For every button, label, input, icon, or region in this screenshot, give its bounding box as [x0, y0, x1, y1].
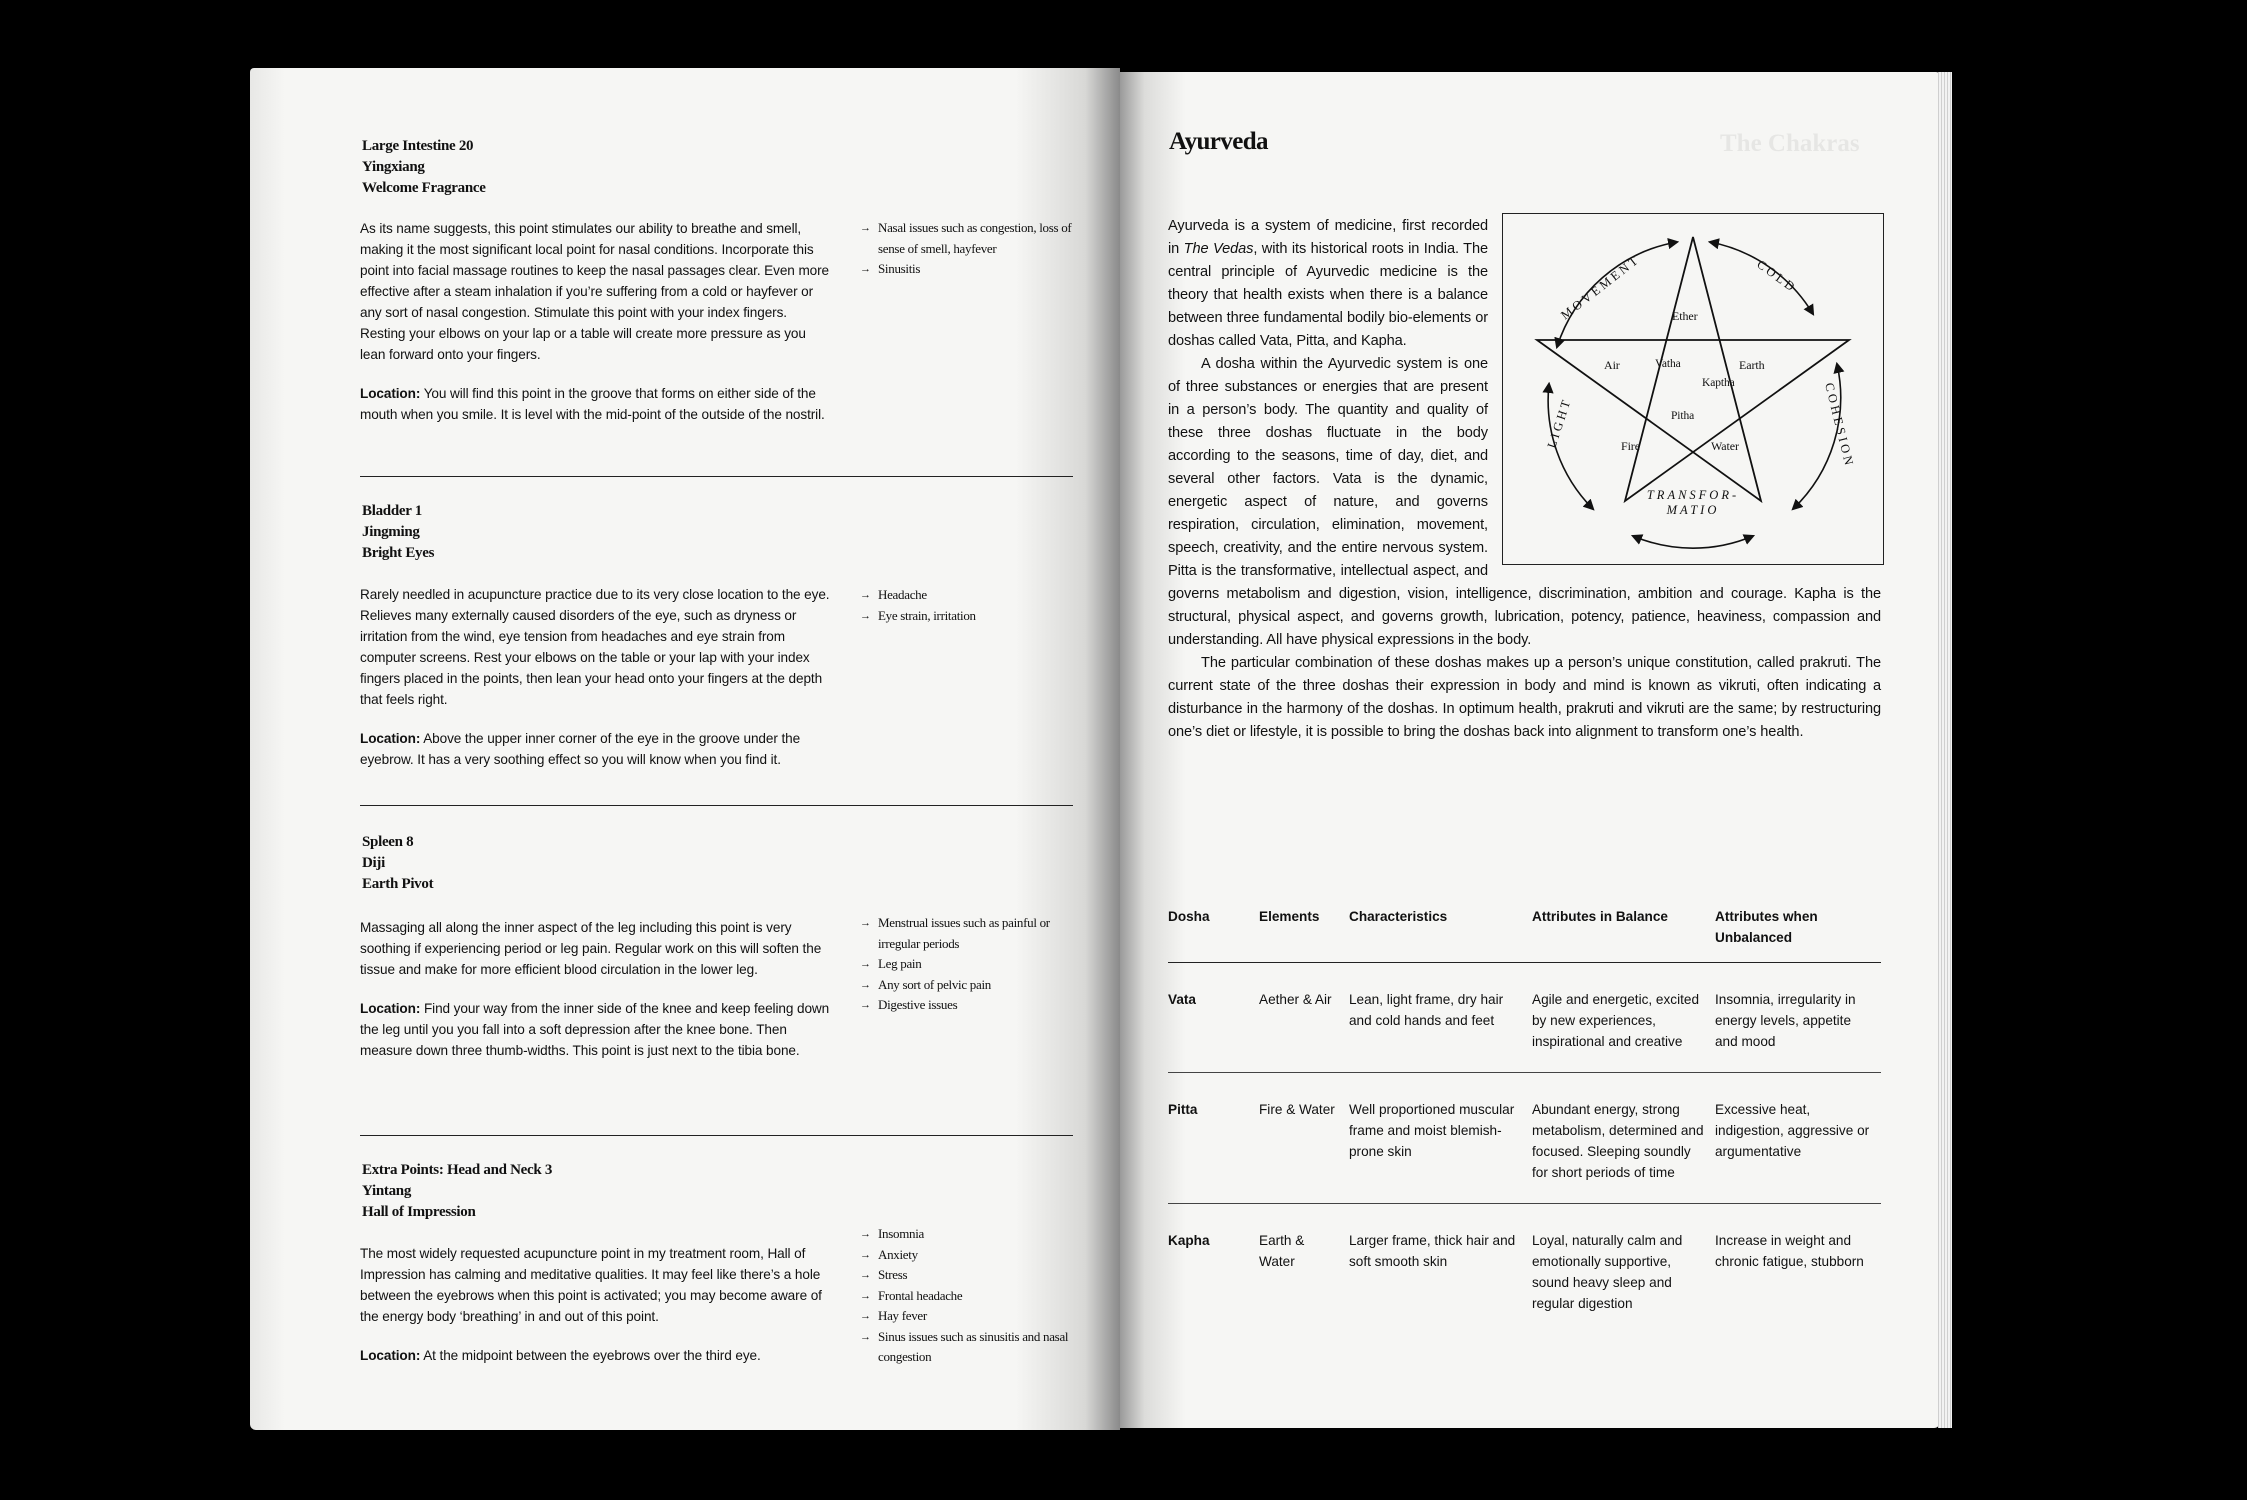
- section-divider: [360, 805, 1073, 806]
- label-earth: Earth: [1739, 358, 1765, 372]
- symptom-item: → Nasal issues such as congestion, loss of sense of smell, hayfever: [860, 218, 1090, 259]
- symptom-item: → Frontal headache: [860, 1286, 1090, 1307]
- label-water: Water: [1711, 439, 1739, 453]
- table-cell: Kapha: [1168, 1233, 1210, 1248]
- symptom-item: → Sinus issues such as sinusitis and nasal congestion: [860, 1327, 1090, 1368]
- table-row-vata: [1168, 963, 1881, 1073]
- symptom-list: [860, 585, 1090, 626]
- arc-movement: [1557, 242, 1677, 347]
- point-description: Massaging all along the inner aspect of the leg including this point is very soothing if experiencing period or leg pain. Regular work on this will soften the tissue and make for more efficient blood circulation in the lower leg.: [360, 920, 822, 977]
- column-header: Attributes when Unbalanced: [1715, 906, 1881, 963]
- point-number: Extra Points: Head and Neck 3: [362, 1162, 553, 1178]
- table-row-kapha: [1168, 1204, 1881, 1335]
- paragraph-3: The particular combination of these doshas makes up a person’s unique constitution, called prakruti. The current state of the three doshas their expression in body and mind is known as vikruti, often indicating a disturbance in the harmony of the doshas. In optimum health, prakruti and vikruti are the same; by restructuring one’s diet or lifestyle, it is possible to bring the doshas back into alignment to transform one’s health.: [1168, 655, 1881, 740]
- dosha-pentagram-diagram: [1502, 213, 1884, 565]
- column-header: Characteristics: [1349, 906, 1532, 963]
- label-movement: MOVEMENT: [1558, 252, 1643, 323]
- table-cell: Vata: [1168, 963, 1259, 1073]
- point-number: Bladder 1: [362, 503, 422, 519]
- symptom-item: → Hay fever: [860, 1306, 1090, 1327]
- table-row-pitta: [1168, 1073, 1881, 1204]
- point-number: Large Intestine 20: [362, 138, 474, 154]
- point-body-large-intestine-20: [360, 218, 830, 443]
- symptom-item: → Menstrual issues such as painful or irregular periods: [860, 913, 1090, 954]
- table-cell: Fire & Water: [1259, 1073, 1349, 1204]
- point-location: Location: You will find this point in the groove that forms on either side of the mouth when you smile. It is level with the mid-point of the outside of the nostril.: [360, 386, 825, 422]
- table-cell: Earth & Water: [1259, 1233, 1305, 1269]
- point-body-spleen-8: [360, 917, 830, 1079]
- symptom-item: → Eye strain, irritation: [860, 606, 1090, 627]
- label-transformation-2: MATIO: [1666, 503, 1720, 517]
- book-page-edges: [1938, 72, 1952, 1428]
- point-description: Rarely needled in acupuncture practice due to its very close location to the eye. Relieves many externally caused disorders of the eye, such as dryness or irritation from the wind, eye tension from headaches and eye strain from computer screens. Rest your elbows on the table or your lap with your index fingers placed in the points, then lean your head onto your fingers at the depth that feels right.: [360, 587, 830, 707]
- point-description: As its name suggests, this point stimulates our ability to breathe and smell, making it the most significant local point for nasal conditions. Incorporate this point into facial massage routines to keep the nasal passages clear. Even more effective after a steam inhalation if you’re suffering from a cold or hayfever or any sort of nasal congestion. Stimulate this point with your index fingers. Resting your elbows on your lap or a table will create more pressure as you lean forward onto your fingers.: [360, 221, 830, 362]
- point-english-name: Earth Pivot: [362, 876, 434, 892]
- point-body-bladder-1: [360, 584, 830, 788]
- point-header-large-intestine-20: [362, 136, 486, 199]
- table-cell: Lean, light frame, dry hair and cold hands and feet: [1349, 963, 1532, 1073]
- pentagram-star: [1537, 237, 1849, 501]
- table-cell: Insomnia, irregularity in energy levels, appetite and mood: [1715, 963, 1881, 1073]
- label-cold: COLD: [1754, 257, 1800, 296]
- label-kaptha: Kaptha: [1702, 377, 1735, 389]
- table-cell: Abundant energy, strong metabolism, determined and focused. Sleeping soundly for short periods of time: [1532, 1073, 1715, 1204]
- symptom-list: [860, 913, 1090, 1016]
- label-air: Air: [1604, 358, 1620, 372]
- page-title: Ayurveda: [1169, 128, 1268, 155]
- label-transformation-1: TRANSFOR-: [1646, 488, 1740, 502]
- section-divider: [360, 476, 1073, 477]
- point-english-name: Welcome Fragrance: [362, 180, 486, 196]
- symptom-item: → Anxiety: [860, 1245, 1090, 1266]
- point-description: The most widely requested acupuncture point in my treatment room, Hall of Impression has calming and meditative qualities. It may feel like there’s a hole between the eyebrows when this point is activated; you may become aware of the energy body ‘breathing’ in and out of this point.: [360, 1246, 822, 1324]
- arc-cold: [1710, 242, 1813, 314]
- paragraph-1: Ayurveda is a system of medicine, first recorded in The Vedas, with its historical roots in India. The central principle of Ayurvedic medicine is the theory that health exists when there is a balance between three fundamental bodily bio-elements or doshas called Vata, Pitta, and Kapha.: [1168, 218, 1488, 349]
- left-page: [250, 68, 1120, 1430]
- table-cell: Agile and energetic, excited by new experiences, inspirational and creative: [1532, 963, 1715, 1073]
- body-text: [1168, 215, 1881, 744]
- table-cell: Excessive heat, indigestion, aggressive or argumentative: [1715, 1073, 1881, 1204]
- label-fire: Fire: [1621, 439, 1640, 453]
- arc-labels: [1545, 252, 1857, 517]
- point-number: Spleen 8: [362, 834, 414, 850]
- table-header-row: [1168, 906, 1881, 963]
- point-body-extra-points-head-neck-3: [360, 1243, 830, 1384]
- symptom-item: → Stress: [860, 1265, 1090, 1286]
- table-cell: Increase in weight and chronic fatigue, stubborn: [1715, 1233, 1864, 1269]
- paragraph-2: A dosha within the Ayurvedic system is one of three substances or energies that are present in a person’s body. The quantity and quality of these three doshas fluctuate in the body according to the seasons, time of day, diet, and several other factors. Vata is the dynamic, energetic aspect of nature, and governs respiration, circulation, elimination, movement, speech, creativity, and the entire nervous system. Pitta is the transformative, intellectual aspect, and governs metabolism and digestion, vision, intelligence, discrimination, ambition and courage. Kapha is the structural, physical aspect, and governs growth, lubrication, potency, patience, heaviness, compassion and understanding. All have physical expressions in the body.: [1168, 356, 1881, 648]
- element-labels: [1604, 309, 1765, 453]
- symptom-item: → Leg pain: [860, 954, 1090, 975]
- point-english-name: Hall of Impression: [362, 1204, 476, 1220]
- table-cell: Aether & Air: [1259, 963, 1349, 1073]
- point-header-extra-points-head-neck-3: [362, 1160, 552, 1223]
- point-header-spleen-8: [362, 832, 433, 895]
- table-cell: Well proportioned muscular frame and moist blemish-prone skin: [1349, 1073, 1532, 1204]
- point-location: Location: Find your way from the inner side of the knee and keep feeling down the leg until you you fall into a soft depression after the knee bone. Then measure down three thumb-widths. This point is just next to the tibia bone.: [360, 1001, 830, 1058]
- point-header-bladder-1: [362, 501, 434, 564]
- symptom-list: [860, 218, 1090, 280]
- point-location: Location: At the midpoint between the eyebrows over the third eye.: [360, 1348, 761, 1363]
- label-vatha: Vatha: [1655, 358, 1681, 370]
- show-through-heading: The Chakras: [1720, 130, 1860, 157]
- column-header: Attributes in Balance: [1532, 906, 1715, 963]
- point-chinese-name: Diji: [362, 855, 385, 871]
- symptom-item: → Sinusitis: [860, 259, 1090, 280]
- point-chinese-name: Yingxiang: [362, 159, 425, 175]
- table-cell: Loyal, naturally calm and emotionally supportive, sound heavy sleep and regular digestion: [1532, 1233, 1683, 1311]
- arc-transformation: [1633, 536, 1753, 548]
- dosha-labels: [1655, 358, 1735, 422]
- point-chinese-name: Jingming: [362, 524, 420, 540]
- label-pitha: Pitha: [1671, 410, 1695, 422]
- label-cohesion: COHESION: [1822, 381, 1857, 470]
- point-chinese-name: Yintang: [362, 1183, 412, 1199]
- column-header: Dosha: [1168, 906, 1259, 963]
- label-ether: Ether: [1672, 309, 1698, 323]
- right-page: [1120, 72, 1940, 1428]
- symptom-item: → Digestive issues: [860, 995, 1090, 1016]
- symptom-item: → Insomnia: [860, 1224, 1090, 1245]
- point-location: Location: Above the upper inner corner of the eye in the groove under the eyebrow. It has a very soothing effect so you will know when you find it.: [360, 731, 801, 767]
- section-divider: [360, 1135, 1073, 1136]
- label-light: LIGHT: [1544, 395, 1575, 450]
- pentagram-svg: [1503, 214, 1882, 563]
- column-header: Elements: [1259, 906, 1349, 963]
- symptom-list: [860, 1224, 1090, 1368]
- point-english-name: Bright Eyes: [362, 545, 435, 561]
- dosha-table: [1168, 906, 1881, 1334]
- symptom-item: → Any sort of pelvic pain: [860, 975, 1090, 996]
- table-cell: Larger frame, thick hair and soft smooth skin: [1349, 1233, 1516, 1269]
- table-cell: Pitta: [1168, 1073, 1259, 1204]
- symptom-item: → Headache: [860, 585, 1090, 606]
